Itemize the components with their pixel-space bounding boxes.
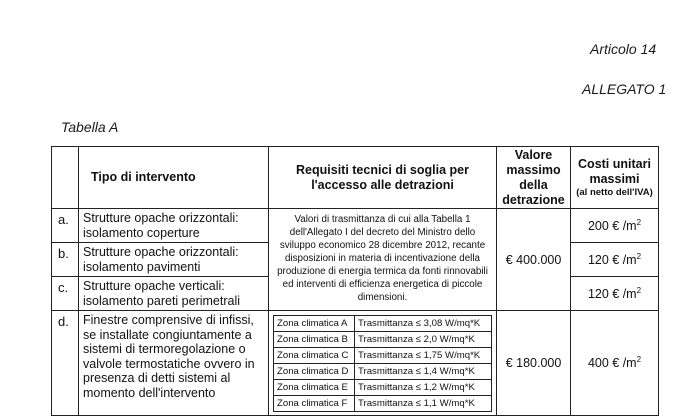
zone-name: Zona climatica F bbox=[274, 396, 355, 412]
header-costi bbox=[571, 147, 659, 209]
zone-row bbox=[274, 332, 492, 348]
interventions-table bbox=[51, 146, 659, 416]
zone-name: Zona climatica D bbox=[274, 364, 355, 380]
row-letter: c. bbox=[52, 277, 79, 311]
zones-table bbox=[273, 315, 492, 412]
header-tipo: Tipo di intervento bbox=[79, 147, 269, 209]
header-empty-cell bbox=[52, 147, 79, 209]
zones-cell bbox=[269, 311, 497, 416]
valore-abc: € 400.000 bbox=[497, 209, 571, 311]
table-row bbox=[52, 311, 659, 416]
zone-row bbox=[274, 364, 492, 380]
row-costo: 120 € $/m^2$ bbox=[571, 277, 659, 311]
valore-d: € 180.000 bbox=[497, 311, 571, 416]
header-valore: Valore massimo della detrazione bbox=[497, 147, 571, 209]
row-costo: 400 € $/m^2$ bbox=[571, 311, 659, 416]
row-tipo: Strutture opache orizzontali: isolamento coperture bbox=[79, 209, 269, 243]
requisiti-text: Valori di trasmittanza di cui alla Tabella 1 dell'Allegato I del decreto del Ministro dello sviluppo economico 28 dicembre 2012, recante disposizioni in materia di incentivazione della produzione di energia termica da fonti rinnovabili ed interventi di efficienza energetica di piccole dimensioni. bbox=[269, 209, 497, 311]
row-letter: d. bbox=[52, 311, 79, 416]
zone-row bbox=[274, 348, 492, 364]
annex-title: ALLEGATO 1 bbox=[582, 81, 667, 97]
table-row bbox=[52, 209, 659, 243]
table-header-row bbox=[52, 147, 659, 209]
zone-row bbox=[274, 380, 492, 396]
row-costo: 200 € $/m^2$ bbox=[571, 209, 659, 243]
zone-trasmittanza: Trasmittanza ≤ 1,2 W/mq*K bbox=[355, 380, 492, 396]
zone-trasmittanza: Trasmittanza ≤ 1,1 W/mq*K bbox=[355, 396, 492, 412]
header-costi-sub: (al netto dell'IVA) bbox=[576, 187, 653, 198]
zone-row bbox=[274, 316, 492, 332]
zone-name: Zona climatica E bbox=[274, 380, 355, 396]
zone-name: Zona climatica C bbox=[274, 348, 355, 364]
table-title: Tabella A bbox=[61, 119, 119, 135]
article-number: Articolo 14 bbox=[590, 41, 657, 57]
row-letter: a. bbox=[52, 209, 79, 243]
zone-trasmittanza: Trasmittanza ≤ 1,75 W/mq*K bbox=[355, 348, 492, 364]
row-letter: b. bbox=[52, 243, 79, 277]
row-tipo: Strutture opache verticali: isolamento pareti perimetrali bbox=[79, 277, 269, 311]
zone-trasmittanza: Trasmittanza ≤ 3,08 W/mq*K bbox=[355, 316, 492, 332]
header-requisiti: Requisiti tecnici di soglia per l'accesso alle detrazioni bbox=[269, 147, 497, 209]
row-tipo: Strutture opache orizzontali: isolamento pavimenti bbox=[79, 243, 269, 277]
header-costi-label: Costi unitari massimi bbox=[578, 157, 651, 186]
zone-trasmittanza: Trasmittanza ≤ 1,4 W/mq*K bbox=[355, 364, 492, 380]
row-costo: 120 € $/m^2$ bbox=[571, 243, 659, 277]
row-tipo: Finestre comprensive di infissi, se installate congiuntamente a sistemi di termoregolazione o valvole termostatiche ovvero in presenza di detti sistemi al momento dell'intervento bbox=[79, 311, 269, 416]
zone-name: Zona climatica B bbox=[274, 332, 355, 348]
zone-name: Zona climatica A bbox=[274, 316, 355, 332]
zone-row bbox=[274, 396, 492, 412]
zone-trasmittanza: Trasmittanza ≤ 2,0 W/mq*K bbox=[355, 332, 492, 348]
